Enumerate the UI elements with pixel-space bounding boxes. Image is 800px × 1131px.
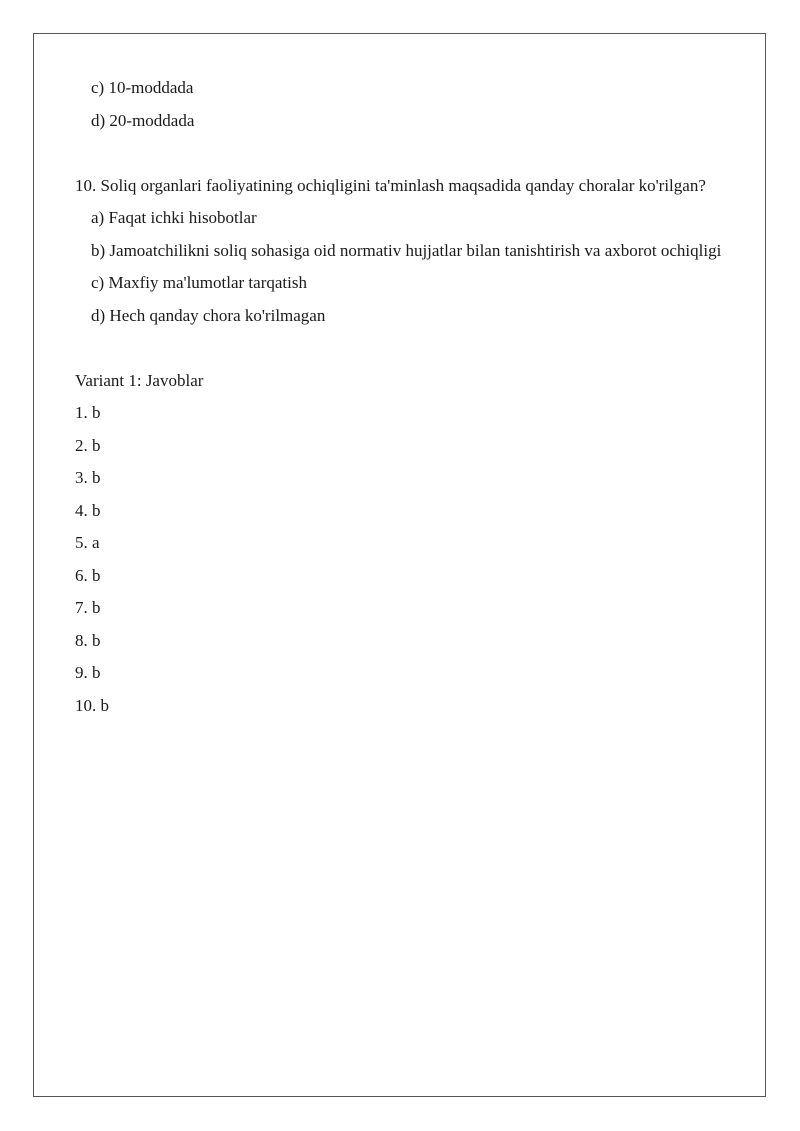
answer-item: 7. b	[75, 598, 101, 617]
answer-item: 10. b	[75, 695, 109, 715]
question-10-option-a: a) Faqat ichki hisobotlar	[91, 208, 257, 227]
spacer	[75, 332, 735, 365]
spacer	[75, 137, 735, 170]
answer-item: 2. b	[75, 435, 101, 455]
answer-item: 4. b	[75, 500, 101, 520]
option-d-prev: d) 20-moddada	[91, 110, 195, 130]
answer-item: 3. b	[75, 468, 101, 487]
answer-item: 5. a	[75, 533, 100, 552]
question-10-text: 10. Soliq organlari faoliyatining ochiqligini ta'minlash maqsadida qanday choralar ko'rilgan?	[75, 175, 706, 195]
document-content	[75, 72, 735, 722]
answer-item: 6. b	[75, 565, 101, 585]
answer-item: 8. b	[75, 630, 101, 650]
question-10-option-b: b) Jamoatchilikni soliq sohasiga oid normativ hujjatlar bilan tanishtirish va axborot ochiqligi	[91, 240, 722, 260]
answers-title: Variant 1: Javoblar	[75, 370, 204, 390]
answer-item: 1. b	[75, 403, 101, 422]
question-10-option-c: c) Maxfiy ma'lumotlar tarqatish	[91, 273, 307, 292]
answer-item: 9. b	[75, 663, 101, 682]
question-10-option-d: d) Hech qanday chora ko'rilmagan	[91, 305, 326, 325]
option-c-prev: c) 10-moddada	[91, 78, 194, 97]
